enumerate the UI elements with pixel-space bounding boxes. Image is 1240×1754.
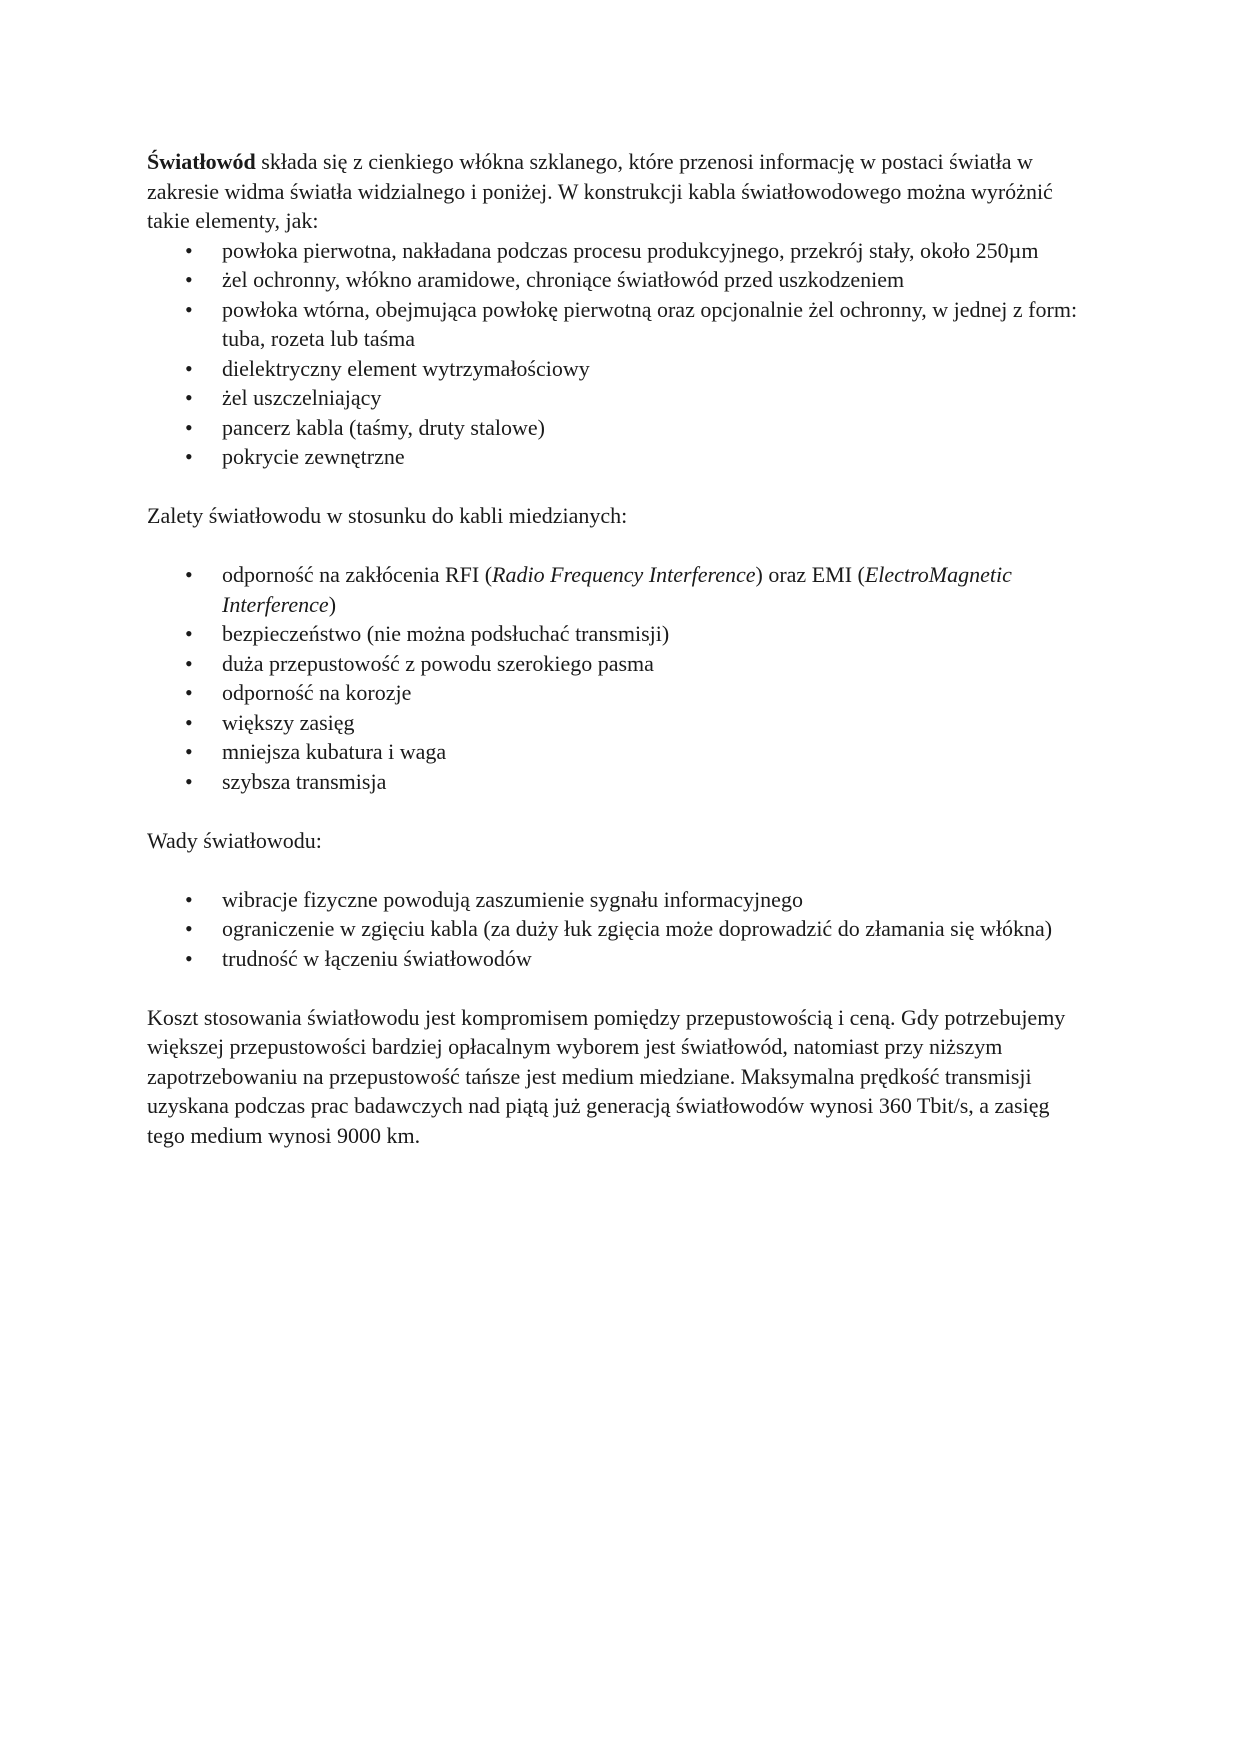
list-item: • mniejsza kubatura i waga (147, 737, 1092, 767)
list-item (147, 560, 1092, 619)
spacer (147, 531, 1092, 561)
advantages-heading: Zalety światłowodu w stosunku do kabli miedzianych: (147, 503, 628, 528)
list-item: • szybsza transmisja (147, 767, 1092, 797)
list-item: • powłoka pierwotna, nakładana podczas procesu produkcyjnego, przekrój stały, około 250µm (147, 236, 1092, 266)
spacer (147, 855, 1092, 885)
list-item-italic-term: ElectroMagnetic Interference (222, 562, 1012, 617)
list-item: • żel uszczelniający (147, 383, 1092, 413)
list-item: • duża przepustowość z powodu szerokiego pasma (147, 649, 1092, 679)
list-item-text: ) oraz EMI ( (755, 562, 865, 587)
list-item-text: ) (328, 591, 337, 617)
document-page (147, 147, 1092, 1150)
list-item: • ograniczenie w zgięciu kabla (za duży łuk zgięcia może doprowadzić do złamania się włókna) (147, 914, 1092, 944)
spacer (147, 796, 1092, 826)
intro-paragraph (147, 147, 1092, 236)
disadvantages-list (147, 885, 1092, 974)
list-item: • powłoka wtórna, obejmująca powłokę pierwotną oraz opcjonalnie żel ochronny, w jednej z form: tuba, rozeta lub taśma (147, 295, 1092, 354)
advantages-list (147, 560, 1092, 796)
list-item: • trudność w łączeniu światłowodów (147, 944, 1092, 974)
list-item: • bezpieczeństwo (nie można podsłuchać transmisji) (147, 619, 1092, 649)
elements-list (147, 236, 1092, 472)
list-item: • pokrycie zewnętrzne (147, 442, 1092, 472)
intro-term: Światłowód (147, 149, 256, 174)
intro-text: składa się z cienkiego włókna szklanego, które przenosi informację w postaci światła w zakresie widma światła widzialnego i poniżej. W konstrukcji kabla światłowodowego można wyróżnić takie elementy, jak: (147, 149, 1053, 233)
list-item: • odporność na korozje (147, 678, 1092, 708)
conclusion-paragraph: Koszt stosowania światłowodu jest kompromisem pomiędzy przepustowością i ceną. Gdy potrzebujemy większej przepustowości bardziej opłacalnym wyborem jest światłowód, natomiast przy niższym zapotrzebowaniu na przepustowość tańsze jest medium miedziane. Maksymalna prędkość transmisji uzyskana podczas prac badawczych nad piątą już generacją światłowodów wynosi 360 Tbit/s, a zasięg tego medium wynosi 9000 km. (147, 1004, 1066, 1148)
list-item: • wibracje fizyczne powodują zaszumienie sygnału informacyjnego (147, 885, 1092, 915)
list-item: • żel ochronny, włókno aramidowe, chroniące światłowód przed uszkodzeniem (147, 265, 1092, 295)
spacer (147, 472, 1092, 502)
list-item-italic-term: Radio Frequency Interference (492, 562, 756, 587)
list-item: • pancerz kabla (taśmy, druty stalowe) (147, 413, 1092, 443)
disadvantages-heading: Wady światłowodu: (147, 827, 322, 853)
list-item: • większy zasięg (147, 708, 1092, 738)
list-item: • dielektryczny element wytrzymałościowy (147, 354, 1092, 384)
spacer (147, 973, 1092, 1003)
list-item-text: odporność na zakłócenia RFI ( (222, 562, 493, 587)
